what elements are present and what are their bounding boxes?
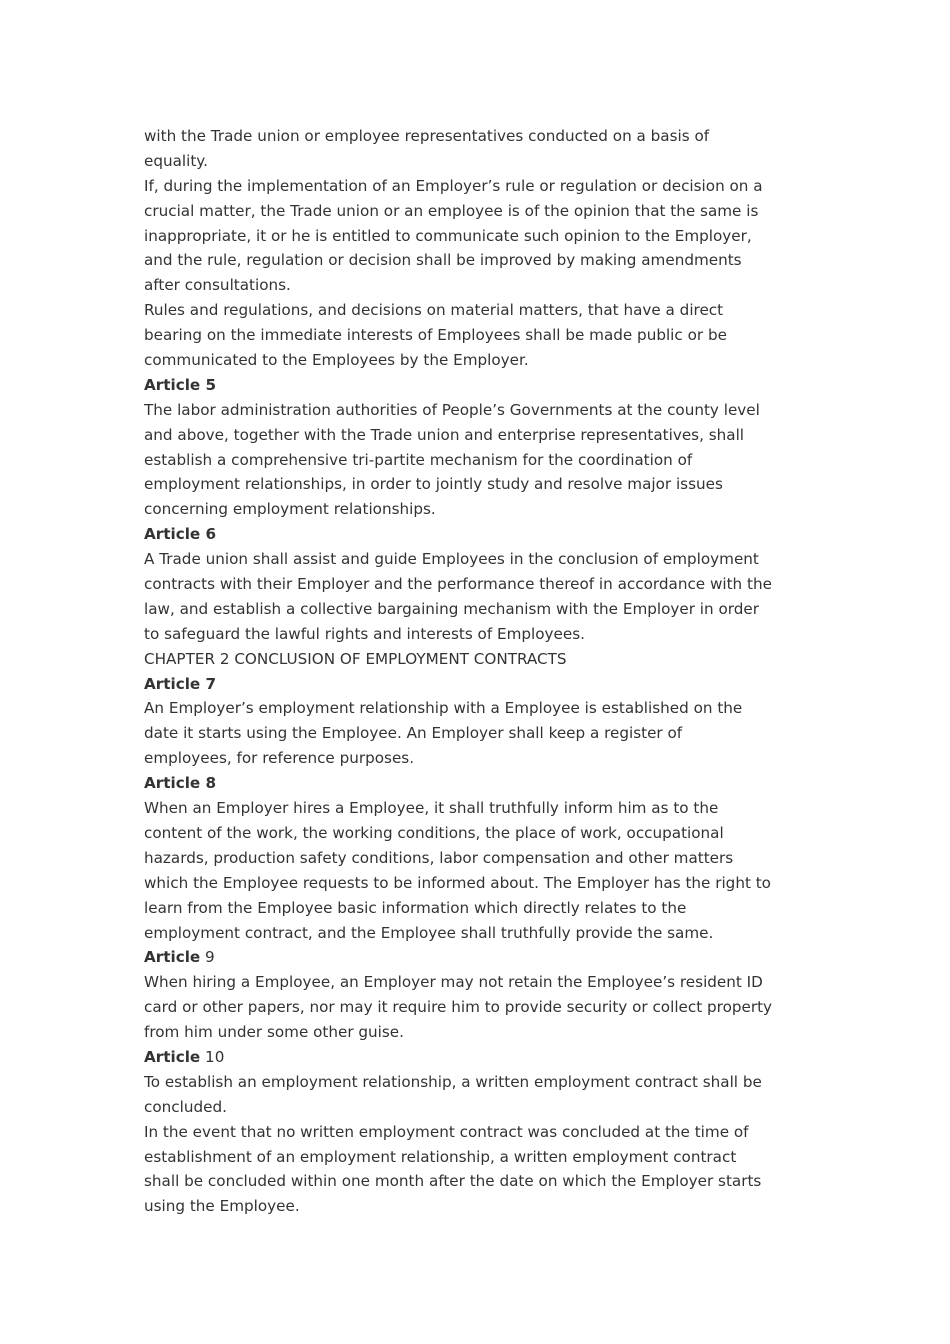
line-text: bearing on the immediate interests of Employees shall be made public or be <box>144 326 727 345</box>
body-text-line <box>144 1145 810 1170</box>
article-label: Article 7 <box>144 674 217 693</box>
line-text: and the rule, regulation or decision shall be improved by making amendments <box>144 251 742 270</box>
line-text: communicated to the Employees by the Employer. <box>144 351 529 370</box>
article-label: Article 6 <box>144 525 217 544</box>
line-text: from him under some other guise. <box>144 1023 404 1042</box>
line-text: The labor administration authorities of People’s Governments at the county level <box>144 400 760 419</box>
body-text-line <box>144 174 810 199</box>
line-text: shall be concluded within one month after the date on which the Employer starts <box>144 1172 762 1191</box>
line-text: A Trade union shall assist and guide Employees in the conclusion of employment <box>144 550 759 569</box>
line-text: after consultations. <box>144 276 291 295</box>
line-text: with the Trade union or employee representatives conducted on a basis of <box>144 127 710 145</box>
body-text-line <box>144 298 810 323</box>
line-text: When hiring a Employee, an Employer may not retain the Employee’s resident ID <box>144 973 763 992</box>
body-text-line <box>144 423 810 448</box>
body-text-line <box>144 721 810 746</box>
body-text-line <box>144 1070 810 1095</box>
article-heading <box>144 522 810 547</box>
body-text-line <box>144 1020 810 1045</box>
body-text-line <box>144 871 810 896</box>
line-text: card or other papers, nor may it require him to provide security or collect property <box>144 998 773 1017</box>
body-text-line <box>144 547 810 572</box>
line-text: employment contract, and the Employee shall truthfully provide the same. <box>144 923 714 942</box>
body-text-line <box>144 622 810 647</box>
body-text-line <box>144 696 810 721</box>
body-text-line <box>144 896 810 921</box>
body-text-line <box>144 124 810 149</box>
article-label: Article <box>144 948 201 967</box>
body-text-line <box>144 746 810 771</box>
line-text: learn from the Employee basic information which directly relates to the <box>144 898 687 917</box>
line-text: concerning employment relationships. <box>144 500 436 519</box>
body-text-line <box>144 348 810 373</box>
line-text: If, during the implementation of an Employer’s rule or regulation or decision on a <box>144 176 763 195</box>
line-text: inappropriate, it or he is entitled to communicate such opinion to the Employer, <box>144 226 752 245</box>
line-text: employment relationships, in order to jointly study and resolve major issues <box>144 475 723 494</box>
body-text-line <box>144 323 810 348</box>
line-text: contracts with their Employer and the performance thereof in accordance with the <box>144 575 772 594</box>
line-text: To establish an employment relationship, a written employment contract shall be <box>144 1072 762 1091</box>
line-text: concluded. <box>144 1097 227 1116</box>
line-text: using the Employee. <box>144 1197 300 1216</box>
article-label: Article <box>144 1047 201 1066</box>
line-text: which the Employee requests to be informed about. The Employer has the right to <box>144 873 771 892</box>
body-text-line <box>144 995 810 1020</box>
body-text-line <box>144 1169 810 1194</box>
line-text: An Employer’s employment relationship with a Employee is established on the <box>144 699 743 718</box>
body-text-line <box>144 224 810 249</box>
body-text-line <box>144 1095 810 1120</box>
body-text-line <box>144 248 810 273</box>
line-text: to safeguard the lawful rights and interests of Employees. <box>144 624 585 643</box>
line-text: In the event that no written employment contract was concluded at the time of <box>144 1122 749 1141</box>
line-text: law, and establish a collective bargaining mechanism with the Employer in order <box>144 599 759 618</box>
body-text-line <box>144 1120 810 1145</box>
line-text: and above, together with the Trade union and enterprise representatives, shall <box>144 425 745 444</box>
line-text: establish a comprehensive tri-partite mechanism for the coordination of <box>144 450 693 469</box>
body-text-line <box>144 597 810 622</box>
document-page <box>144 124 810 1219</box>
line-text: hazards, production safety conditions, labor compensation and other matters <box>144 848 734 867</box>
body-text-line <box>144 970 810 995</box>
body-text-line <box>144 199 810 224</box>
body-text-line <box>144 497 810 522</box>
line-text: Rules and regulations, and decisions on material matters, that have a direct <box>144 301 724 320</box>
body-text-line <box>144 149 810 174</box>
body-text-line <box>144 1194 810 1219</box>
article-number: 10 <box>200 1047 225 1066</box>
chapter-heading <box>144 647 810 672</box>
line-text: date it starts using the Employee. An Employer shall keep a register of <box>144 724 683 743</box>
article-heading <box>144 945 810 970</box>
body-text-line <box>144 448 810 473</box>
chapter-title: CHAPTER 2 CONCLUSION OF EMPLOYMENT CONTRACTS <box>144 649 567 668</box>
line-text: equality. <box>144 151 208 170</box>
line-text: crucial matter, the Trade union or an employee is of the opinion that the same is <box>144 201 759 220</box>
line-text: When an Employer hires a Employee, it shall truthfully inform him as to the <box>144 799 719 818</box>
article-heading <box>144 1045 810 1070</box>
article-heading <box>144 672 810 697</box>
body-text-line <box>144 572 810 597</box>
article-heading <box>144 373 810 398</box>
line-text: establishment of an employment relationship, a written employment contract <box>144 1147 737 1166</box>
body-text-line <box>144 398 810 423</box>
article-label: Article 5 <box>144 375 217 394</box>
body-text-line <box>144 273 810 298</box>
article-label: Article 8 <box>144 774 217 793</box>
body-text-line <box>144 472 810 497</box>
body-text-line <box>144 846 810 871</box>
line-text: content of the work, the working conditions, the place of work, occupational <box>144 823 724 842</box>
body-text-line <box>144 796 810 821</box>
body-text-line <box>144 821 810 846</box>
body-text-line <box>144 921 810 946</box>
line-text: employees, for reference purposes. <box>144 749 415 768</box>
article-heading <box>144 771 810 796</box>
article-number: 9 <box>200 948 215 967</box>
